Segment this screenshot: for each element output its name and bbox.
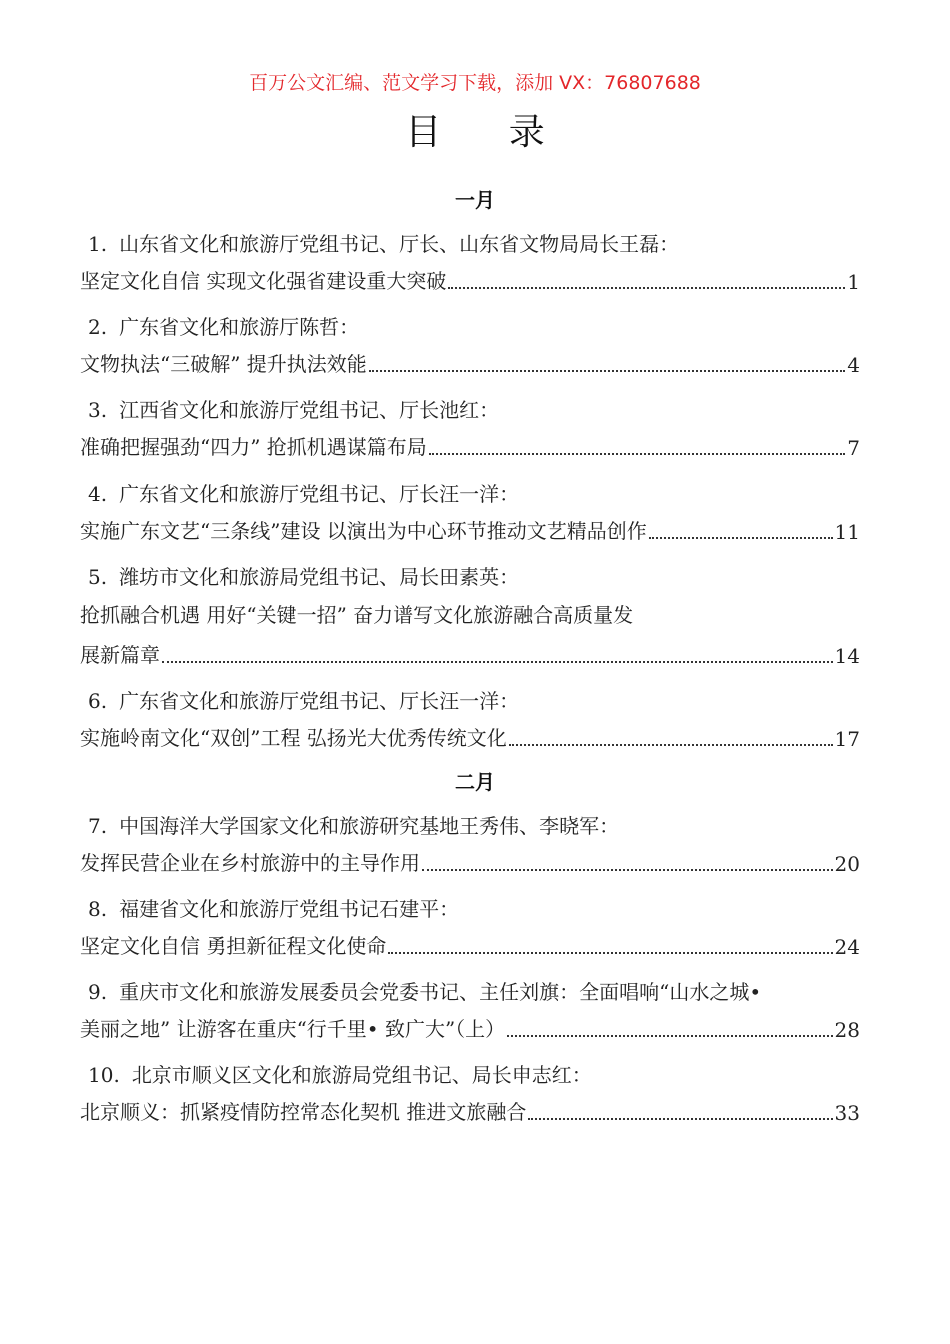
page-number: 11 — [834, 520, 860, 544]
page-number: 17 — [834, 727, 860, 751]
toc-entry-title: 坚定文化自信 实现文化强省建设重大突破 — [80, 269, 447, 293]
dot-leader — [388, 952, 832, 954]
toc-entry-author: 9. 重庆市文化和旅游发展委员会党委书记、主任刘旗：全面唱响“山水之城• — [88, 980, 762, 1004]
toc-entry-title: 准确把握强劲“四力” 抢抓机遇谋篇布局 — [80, 435, 427, 459]
toc-entry-title: 实施广东文艺“三条线”建设 以演出为中心环节推动文艺精品创作 — [80, 519, 647, 543]
dot-leader — [162, 661, 833, 663]
toc-entry-title: 文物执法“三破解” 提升执法效能 — [80, 352, 367, 376]
dot-leader — [507, 1035, 832, 1037]
toc-entry-title: 美丽之地” 让游客在重庆“行千里• 致广大”（上） — [80, 1017, 506, 1041]
toc-entry-title: 展新篇章 — [80, 643, 160, 667]
toc-entry-title-line1[interactable]: 抢抓融合机遇 用好“关键一招” 奋力谱写文化旅游融合高质量发 — [80, 603, 634, 627]
toc-entry-author: 1. 山东省文化和旅游厅党组书记、厅长、山东省文物局局长王磊： — [88, 232, 680, 256]
dot-leader — [509, 744, 833, 746]
toc-entry-author: 10. 北京市顺义区文化和旅游局党组书记、局长申志红： — [88, 1063, 592, 1087]
dot-leader — [369, 370, 845, 372]
page-number: 1 — [847, 270, 860, 294]
dot-leader — [649, 537, 833, 539]
page-number: 28 — [834, 1018, 860, 1042]
page-number: 14 — [834, 644, 860, 668]
toc-entry-link[interactable] — [80, 640, 860, 668]
toc-entry-author: 5. 潍坊市文化和旅游局党组书记、局长田素英： — [88, 565, 520, 589]
page-number: 7 — [847, 436, 860, 460]
toc-entry-author: 2. 广东省文化和旅游厅陈哲： — [88, 315, 360, 339]
dot-leader — [429, 453, 845, 455]
toc-entry-author: 4. 广东省文化和旅游厅党组书记、厅长汪一洋： — [88, 482, 520, 506]
section-heading-february: 二月 — [455, 770, 495, 794]
toc-entry-title: 北京顺义：抓紧疫情防控常态化契机 推进文旅融合 — [80, 1100, 527, 1124]
page-number: 4 — [847, 353, 860, 377]
dot-leader — [528, 1118, 832, 1120]
dot-leader — [448, 287, 845, 289]
page-number: 20 — [834, 852, 860, 876]
page-number: 24 — [834, 935, 860, 959]
page-number: 33 — [834, 1101, 860, 1125]
toc-entry-link[interactable] — [80, 516, 860, 544]
toc-entry-link[interactable] — [80, 266, 860, 294]
toc-entry-link[interactable] — [80, 1097, 860, 1125]
page-title: 目 录 — [405, 112, 573, 153]
promo-banner: 百万公文汇编、范文学习下载，添加 VX：76807688 — [249, 72, 701, 94]
toc-entry-title: 实施岭南文化“双创”工程 弘扬光大优秀传统文化 — [80, 726, 507, 750]
dot-leader — [422, 869, 833, 871]
toc-entry-link[interactable] — [80, 349, 860, 377]
section-heading-january: 一月 — [455, 188, 495, 212]
toc-entry-author: 3. 江西省文化和旅游厅党组书记、厅长池红： — [88, 398, 500, 422]
toc-entry-link[interactable] — [80, 1014, 860, 1042]
toc-entry-title: 坚定文化自信 勇担新征程文化使命 — [80, 934, 387, 958]
toc-entry-link[interactable] — [80, 848, 860, 876]
toc-entry-author: 8. 福建省文化和旅游厅党组书记石建平： — [88, 897, 460, 921]
toc-entry-link[interactable] — [80, 432, 860, 460]
toc-entry-author: 6. 广东省文化和旅游厅党组书记、厅长汪一洋： — [88, 689, 520, 713]
toc-entry-link[interactable] — [80, 723, 860, 751]
toc-entry-author: 7. 中国海洋大学国家文化和旅游研究基地王秀伟、李晓军： — [88, 814, 620, 838]
toc-entry-link[interactable] — [80, 931, 860, 959]
toc-entry-title: 发挥民营企业在乡村旅游中的主导作用 — [80, 851, 420, 875]
